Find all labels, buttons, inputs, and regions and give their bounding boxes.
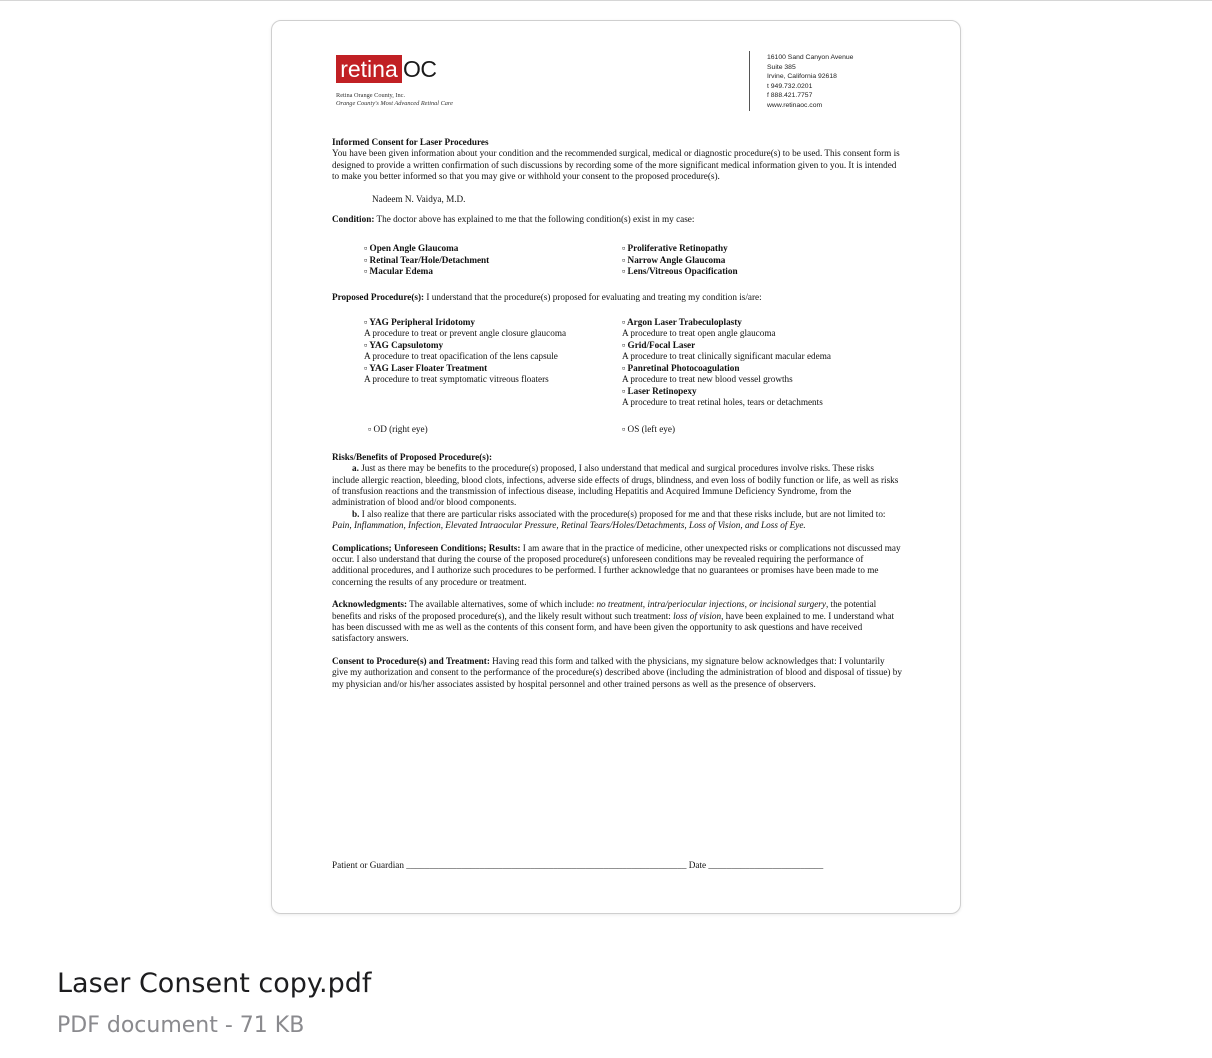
risks-a-label: a. [352,463,359,474]
risks-title: Risks/Benefits of Proposed Procedure(s): [332,451,493,462]
ack-text: , the potential benefits and risks of the proposed procedure(s), and the likely result without such treatment: [332,599,877,621]
procedure-desc: A procedure to treat opacification of the lens capsule [364,351,558,362]
complications-paragraph [332,543,902,589]
logo-retina: retina [336,55,402,83]
eye-selection [368,424,902,435]
risks-b-list: Pain, Inflammation, Infection, Elevated Intraocular Pressure, Retinal Tears/Holes/Detachments, Loss of Vision, and Loss of Eye. [332,520,806,531]
condition-option: ▫ Narrow Angle Glaucoma [622,254,726,265]
procedures-list [364,317,902,408]
logo-oc: OC [403,56,437,82]
ack-text: The available alternatives, some of which include: [409,599,595,610]
procedure-option: ▫ YAG Capsulotomy [364,339,444,350]
risks-b-text: I also realize that there are particular risks associated with the procedure(s) proposed for me and that these risks include, but are not limited to: [361,508,886,519]
phone-line: t 949.732.0201 [767,82,813,90]
address-line: Suite 385 [767,63,796,71]
risks-a-paragraph [332,463,902,509]
address-divider [749,51,750,111]
procedure-desc: A procedure to treat new blood vessel growths [622,374,793,385]
signature-line: Patient or Guardian _____________________________________________________________ Date _________________________ [332,860,824,870]
condition-option: ▫ Macular Edema [364,266,433,277]
risks-b-paragraph [332,509,902,532]
address-line: Irvine, California 92618 [767,73,837,80]
consent-label: Consent to Procedure(s) and Treatment: [332,655,490,666]
company-name: Retina Orange County, Inc. [336,92,406,99]
doctor-name: Nadeem N. Vaidya, M.D. [372,193,466,204]
procedure-option: ▫ Grid/Focal Laser [622,339,696,350]
doc-intro: You have been given information about your condition and the recommended surgical, medical or diagnostic procedure(s) to be used. This consent form is designed to provide a written confirmation of such discussions by recording some of the more significant medical information given to you. It is intended to make you better informed so that you may give or withhold your consent to the proposed procedure(s). [332,148,900,182]
doc-title: Informed Consent for Laser Procedures [332,137,489,147]
consent-text: Having read this form and talked with the physicians, my signature below acknowledges that: I voluntarily give my authorization and consent to the performance of the procedure(s) described above (including the administration of blood and disposal of tissue) by my physician and/or his/her associates assisted by hospital personnel and other trained persons as well as the presence of observers. [332,655,902,689]
eye-os-option: ▫ OS (left eye) [622,424,676,435]
pdf-thumbnail-preview[interactable] [271,20,961,914]
file-info: PDF document - 71 KB [57,1013,305,1038]
procedure-option: ▫ YAG Peripheral Iridotomy [364,317,476,328]
condition-option: ▫ Proliferative Retinopathy [622,243,728,254]
condition-label: Condition: [332,214,375,225]
ack-text: , have been explained to me. I understand what has been discussed with me as well as the contents of this consent form, and have been given the opportunity to ask questions and have received satisfactory answers. [332,610,895,644]
pdf-page [332,51,902,690]
condition-option: ▫ Open Angle Glaucoma [364,243,459,254]
proposed-text: I understand that the procedure(s) proposed for evaluating and treating my condition is/are: [426,291,762,302]
address-line: 16100 Sand Canyon Avenue [767,54,854,61]
procedure-desc: A procedure to treat or prevent angle closure glaucoma [364,328,567,339]
procedure-option: ▫ YAG Laser Floater Treatment [364,362,488,373]
procedure-desc: A procedure to treat retinal holes, tears or detachments [622,396,823,407]
acknowledgments-paragraph [332,599,902,645]
procedure-option: ▫ Panretinal Photocoagulation [622,362,740,373]
letterhead [332,51,902,137]
procedure-option: ▫ Argon Laser Trabeculoplasty [622,317,742,328]
fax-line: f 888.421.7757 [767,92,813,99]
address-block [767,53,853,110]
condition-paragraph [332,214,902,225]
procedure-desc: A procedure to treat open angle glaucoma [622,328,776,339]
complications-label: Complications; Unforeseen Conditions; Results: [332,542,521,553]
company-tagline: Orange County's Most Advanced Retinal Care [336,99,453,107]
procedure-option: ▫ Laser Retinopexy [622,385,697,396]
website-line: www.retinaoc.com [767,101,823,109]
condition-option: ▫ Retinal Tear/Hole/Detachment [364,254,490,265]
procedure-desc: A procedure to treat clinically significant macular edema [622,351,831,362]
ack-alternatives: no treatment, intra/periocular injections, or incisional surgery [596,599,826,610]
complications-text: I am aware that in the practice of medicine, other unexpected risks or complications not discussed may occur. I also understand that during the course of the proposed procedure(s) unforeseen conditions may be revealed requiring the performance of additional procedures, and I authorize such procedures to be performed. I further acknowledge that no guarantees or promises have been made to me concerning the results of any procedure or treatment. [332,542,901,587]
window-top-border [0,0,1212,1]
consent-paragraph [332,656,902,690]
file-name[interactable]: Laser Consent copy.pdf [57,968,372,999]
eye-od-option: ▫ OD (right eye) [368,424,428,435]
condition-text: The doctor above has explained to me that the following condition(s) exist in my case: [376,214,695,225]
proposed-label: Proposed Procedure(s): [332,291,425,302]
condition-option: ▫ Lens/Vitreous Opacification [622,266,738,277]
proposed-paragraph [332,292,902,303]
risks-b-label: b. [352,508,360,519]
ack-result: loss of vision [673,610,722,621]
procedure-desc: A procedure to treat symptomatic vitreous floaters [364,374,549,385]
conditions-list [364,243,902,277]
ack-label: Acknowledgments: [332,599,408,610]
risks-a-text: Just as there may be benefits to the procedure(s) proposed, I also understand that medical and surgical procedures involve risks. These risks include allergic reaction, bleeding, blood clots, infections, adverse side effects of drugs, blindness, and even loss of bodily function or life, as well as risks of transfusion reactions and the transmission of infectious disease, including Hepatitis and Acquired Immune Deficiency Syndrome, from the administration of blood and/or blood components. [332,463,899,508]
logo-subtitle [336,92,453,107]
